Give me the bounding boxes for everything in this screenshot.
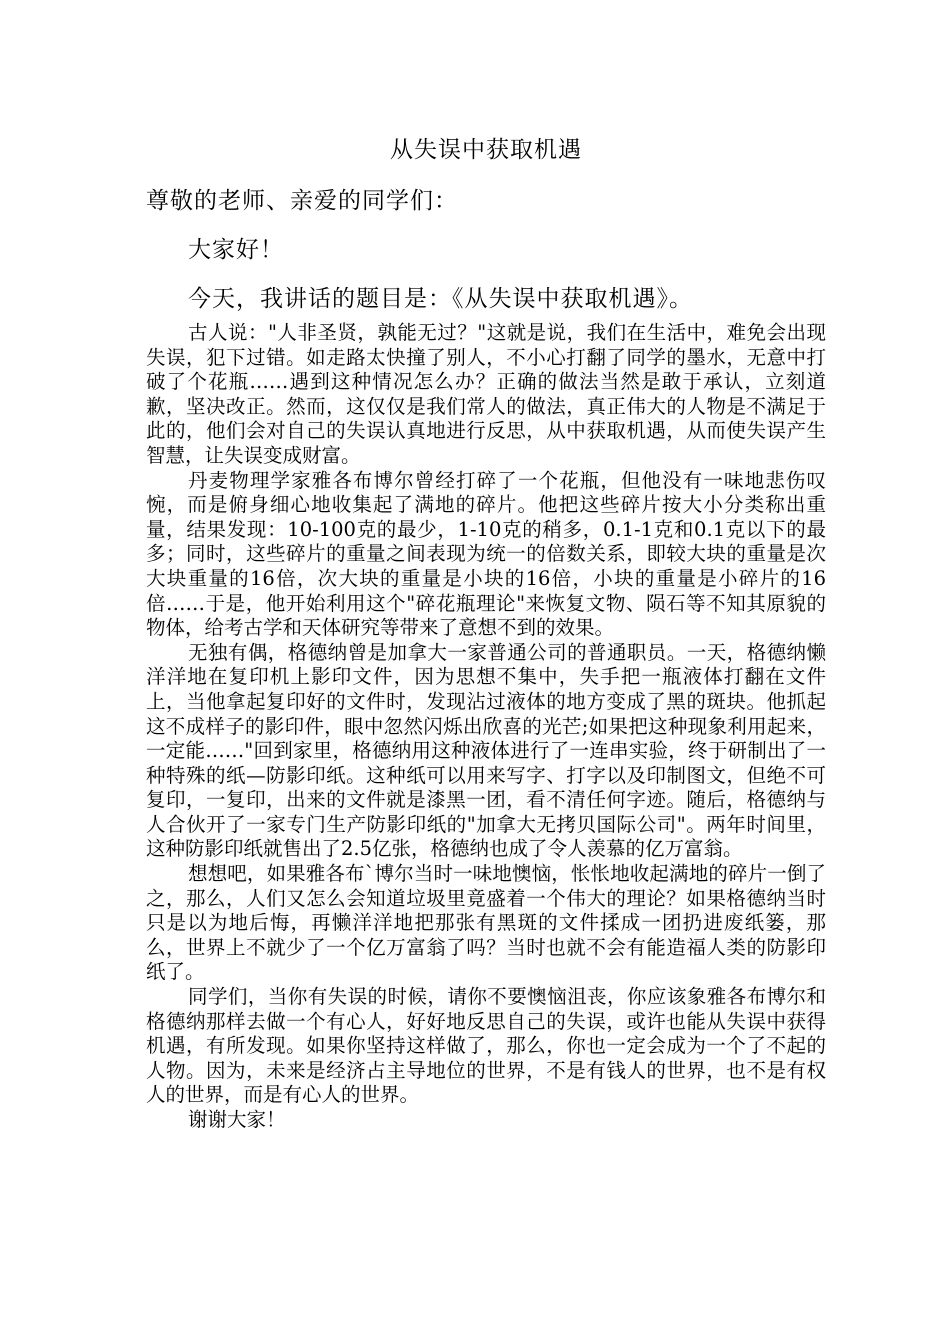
- closing-thanks: 谢谢大家！: [188, 1108, 286, 1131]
- paragraph-gardner-paper: 无独有偶，格德纳曾是加拿大一家普通公司的普通职员。一天，格德纳懒洋洋地在复印机上影印文件，因为思想不集中，失手把一瓶液体打翻在文件上，当他拿起复印好的文件时，发现沾过液体的地方变成了黑的斑块。他抓起这不成样子的影印件，眼中忽然闪烁出欣喜的光芒;如果把这种现象利用起来，一定能……"回到家里，格德纳用这种液体进行了一连串实验，终于研制出了一种特殊的纸—防影印纸。这种纸可以用来写字、打字以及印制图文，但绝不可复印，一复印，出来的文件就是漆黑一团，看不清任何字迹。随后，格德纳与人合伙开了一家专门生产防影印纸的"加拿大无拷贝国际公司"。两年时间里，这种防影印纸就售出了2.5亿张，格德纳也成了令人羡慕的亿万富翁。: [146, 640, 826, 861]
- paragraph-ancient-saying: 古人说："人非圣贤，孰能无过？"这就是说，我们在生活中，难免会出现失误，犯下过错。如走路太快撞了别人，不小心打翻了同学的墨水，无意中打破了个花瓶……遇到这种情况怎么办？正确的做法当然是敢于承认，立刻道歉，坚决改正。然而，这仅仅是我们常人的做法，真正伟大的人物是不满足于此的，他们会对自己的失误认真地进行反思，从中获取机遇，从而使失误产生智慧，让失误变成财富。: [146, 321, 826, 467]
- paragraph-reflection: 想想吧，如果雅各布`博尔当时一味地懊恼，怅怅地收起满地的碎片一倒了之，那么，人们又怎么会知道垃圾里竟盛着一个伟大的理论？如果格德纳当时只是以为地后悔，再懒洋洋地把那张有黑斑的文件揉成一团扔进废纸篓，那么，世界上不就少了一个亿万富翁了吗？当时也就不会有能造福人类的防影印纸了。: [146, 862, 826, 984]
- salutation: 尊敬的老师、亲爱的同学们：: [146, 188, 458, 214]
- paragraph-conclusion: 同学们，当你有失误的时候，请你不要懊恼沮丧，你应该象雅各布博尔和格德纳那样去做一个有心人，好好地反思自己的失误，或许也能从失误中获得机遇，有所发现。如果你坚持这样做了，那么，你也一定会成为一个了不起的人物。因为，未来是经济占主导地位的世界，不是有钱人的世界，也不是有权人的世界，而是有心人的世界。: [146, 985, 826, 1107]
- greeting: 大家好！: [188, 237, 284, 263]
- speech-body: [146, 321, 826, 1133]
- speech-topic: 今天，我讲话的题目是：《从失误中获取机遇》。: [188, 286, 693, 312]
- document-title: 从失误中获取机遇: [390, 137, 582, 163]
- paragraph-bohr-vase: 丹麦物理学家雅各布博尔曾经打碎了一个花瓶，但他没有一味地悲伤叹惋，而是俯身细心地收集起了满地的碎片。他把这些碎片按大小分类称出重量，结果发现：10-100克的最少，1-10克的稍多，0.1-1克和0.1克以下的最多；同时，这些碎片的重量之间表现为统一的倍数关系，即较大块的重量是次大块重量的16倍，次大块的重量是小块的16倍，小块的重量是小碎片的16倍……于是，他开始利用这个"碎花瓶理论"来恢复文物、陨石等不知其原貌的物体，给考古学和天体研究等带来了意想不到的效果。: [146, 468, 826, 640]
